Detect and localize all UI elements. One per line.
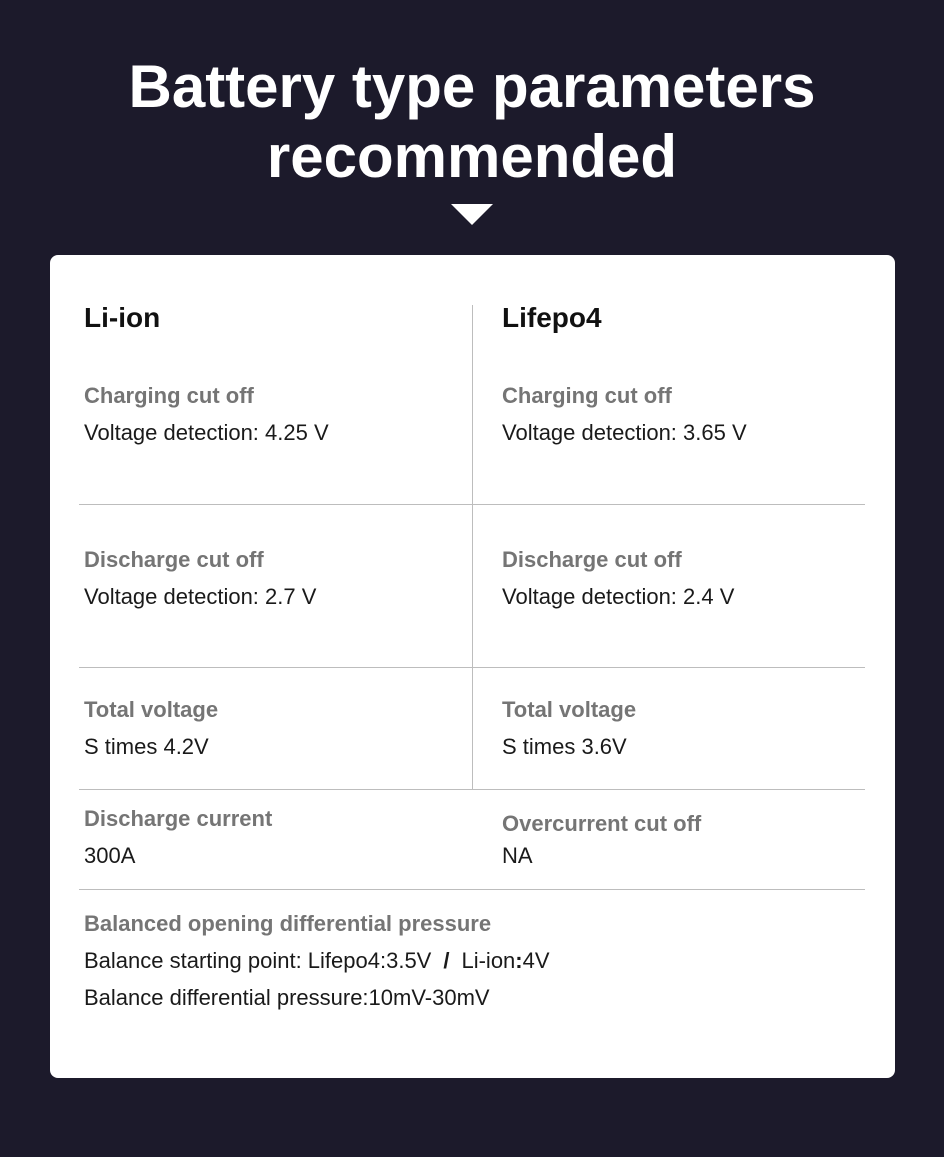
column-divider <box>472 305 473 789</box>
li-ion-discharge-value: Voltage detection: 2.7 V <box>84 584 317 609</box>
lifepo4-total-voltage-value: S times 3.6V <box>502 734 627 759</box>
discharge-current-label: Discharge current <box>84 806 273 831</box>
li-ion-charging-value: Voltage detection: 4.25 V <box>84 420 329 445</box>
balance-differential-pressure: Balance differential pressure:10mV-30mV <box>84 985 490 1010</box>
column-header-lifepo4: Lifepo4 <box>502 302 602 333</box>
row-divider-1 <box>79 504 865 505</box>
balance-start-li-ion: Li-ion <box>461 948 516 973</box>
down-arrow-icon <box>451 204 493 225</box>
row-divider-3 <box>79 789 865 790</box>
li-ion-discharge-label: Discharge cut off <box>84 547 264 572</box>
lifepo4-discharge-label: Discharge cut off <box>502 547 682 572</box>
row-divider-2 <box>79 667 865 668</box>
overcurrent-cut-off-label: Overcurrent cut off <box>502 811 702 836</box>
discharge-current-value: 300A <box>84 843 136 868</box>
lifepo4-charging-value: Voltage detection: 3.65 V <box>502 420 747 445</box>
balance-start-colon: : <box>515 948 523 973</box>
li-ion-total-voltage-label: Total voltage <box>84 697 219 722</box>
li-ion-charging-label: Charging cut off <box>84 383 254 408</box>
li-ion-total-voltage-value: S times 4.2V <box>84 734 209 759</box>
lifepo4-total-voltage-label: Total voltage <box>502 697 637 722</box>
balance-label: Balanced opening differential pressure <box>84 911 492 936</box>
column-header-li-ion: Li-ion <box>84 302 161 333</box>
page-title-line-2: recommended <box>266 123 678 190</box>
row-divider-4 <box>79 889 865 890</box>
balance-starting-point <box>84 950 550 972</box>
lifepo4-discharge-value: Voltage detection: 2.4 V <box>502 584 735 609</box>
balance-start-li-ion-value: 4V <box>522 948 550 973</box>
page-title <box>0 52 944 192</box>
balance-start-lifepo4: Balance starting point: Lifepo4:3.5V <box>84 948 432 973</box>
overcurrent-cut-off-value: NA <box>502 843 533 868</box>
page-title-line-1: Battery type parameters <box>128 53 816 120</box>
balance-start-separator: / <box>443 948 450 973</box>
lifepo4-charging-label: Charging cut off <box>502 383 672 408</box>
